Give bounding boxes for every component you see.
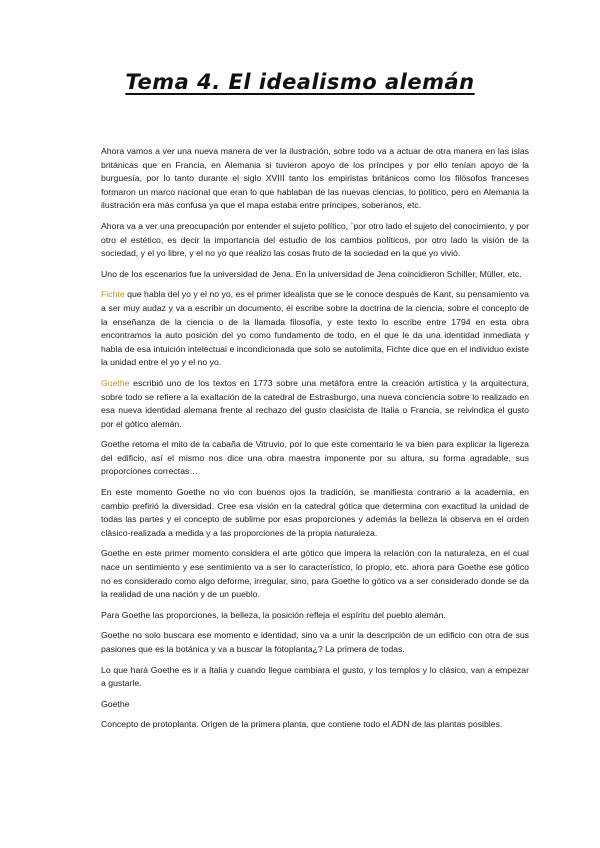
paragraph-text: Uno de los escenarios fue la universidad de Jena. En la universidad de Jena coincidieron Schiller, Müller, etc.: [101, 268, 522, 279]
paragraph-text: Para Goethe las proporciones, la belleza, la posición refleja el espíritu del pueblo alemán.: [101, 609, 446, 620]
paragraph-text: Goethe: [101, 698, 130, 709]
paragraph: [101, 220, 529, 261]
paragraph: [101, 288, 529, 370]
paragraph: [101, 698, 529, 712]
paragraph: [101, 268, 529, 282]
paragraph: [101, 609, 529, 623]
paragraph: [101, 438, 529, 479]
paragraph-text: escribió uno de los textos en 1773 sobre una metáfora entre la creación artística y la arquitectura, sobre todo se refiere a la exaltación de la catedral de Estrasburgo, una nueva conciencia sobre lo realizado en esa nueva identidad alemana frente al rechazo del gusto clasicista de Italia o Francia, se reivindica el gusto por el gótico alemán.: [101, 377, 529, 429]
paragraph-text: Concepto de protoplanta. Origen de la primera planta, que contiene todo el ADN de las plantas posibles.: [101, 719, 503, 730]
paragraph: [101, 629, 529, 656]
paragraph: [101, 547, 529, 601]
paragraph: [101, 486, 529, 540]
paragraph-text: En este momento Goethe no vio con buenos ojos la tradición, se manifiesta contrario a la academia, en cambio prefirió la diversidad. Cree esa visión en la catedral gótica que determina con exactitud la unidad de todas las partes y el concepto de sublime por esas proporciones y además la belleza la observa en el orden clásico-realizada a medida y a las proporciones de la propia naturaleza.: [101, 487, 529, 538]
paragraph-text: que habla del yo y el no yo, es el primer idealista que se le conoce después de Kant, su pensamiento va a ser muy audaz y va a escribir un documento, él escribe sobre la doctrina de la ciencia, sobre el concepto de la enseñanza de la ciencia o de la llamada filosofía, y este texto lo escribe entre 1794 en esta obra encontramos la auto posición del yo como fundamento de todo, en el que le da una identidad inmediata y habla de esa intuición intelectual e incondicionada que solo se autolimita, Fichte dice que en el individuo existe la unidad entre el yo y el no yo.: [101, 289, 529, 368]
paragraph-text: Ahora va a ver una preocupación por entender el sujeto político, `por otro lado el sujeto del conocimiento, y por otro el estético, es decir la importancia del estudio de los cambios políticos, por otro lado la visión de la sociedad, y el yo libre, y el no yo que realizo las cosas fruto de la sociedad en la que yo vivió.: [101, 220, 529, 259]
paragraph: [101, 664, 529, 691]
highlighted-term: Goethe: [101, 377, 130, 388]
page-title: Tema 4. El idealismo alemán: [125, 70, 475, 94]
paragraph: [101, 377, 529, 431]
paragraph-text: Lo que hará Goethe es ir a Italia y cuando llegue cambiara el gusto, y los templos y lo clásico, van a empezar a gustarle.: [101, 664, 529, 689]
paragraph: [101, 145, 529, 213]
document-body: [101, 145, 529, 739]
paragraph-text: Ahora vamos a ver una nueva manera de ver la ilustración, sobre todo va a actuar de otra manera en las islas británicas que en Francia, en Alemania si tuvieron apoyo de los príncipes y por ello tenían apoyo de la burguesía, por lo tanto durante el siglo XVIII tanto los empiristas británicos como los filósofos franceses formaron un marco nacional que eran lo que hablaban de las nuevas ciencias, lo político, pero en Alemania la ilustración era más confusa ya que el mapa estaba entre príncipes, soberanos, etc.: [101, 146, 529, 211]
paragraph-text: Goethe retoma el mito de la cabaña de Vitruvio, por lo que este comentario le va bien para explicar la ligereza del edificio, así el mismo nos dice una obra maestra imponente por su altura, su forma agradable, sus proporciones correctas…: [101, 439, 529, 477]
paragraph-text: Goethe en este primer momento considera el arte gótico que impera la relación con la naturaleza, en el cual nace un sentimiento y ese sentimiento va a ser lo característico, lo propio, etc. ahora para Goethe ese gótico no es considerado como algo deforme, irregular, sino, para Goethe lo gótico va a ser considerado donde se da la realidad de una nación y de un pueblo.: [101, 548, 529, 600]
paragraph: [101, 718, 529, 732]
highlighted-term: Fichte: [101, 289, 125, 300]
paragraph-text: Goethe no solo buscara ese momento e identidad, sino va a unir la descripción de un edificio con otra de sus pasiones que es la botánica y va a buscar la fotoplanta¿? La primera de todas.: [101, 630, 529, 654]
